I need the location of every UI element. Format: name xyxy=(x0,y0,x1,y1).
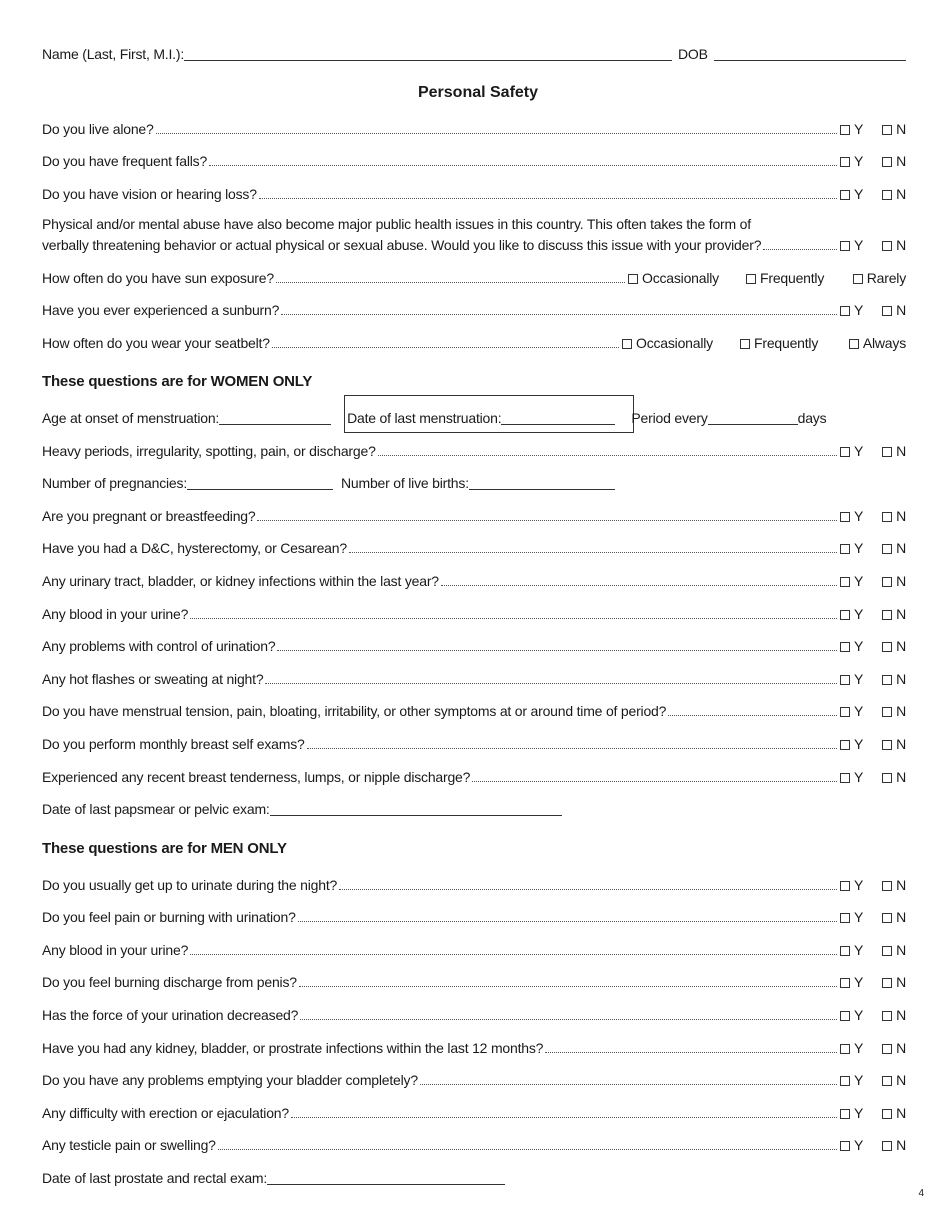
last-menstruation-field[interactable] xyxy=(501,410,615,425)
question-abuse: verbally threatening behavior or actual physical or sexual abuse. Would you like to discuss this issue with your provider? Y N xyxy=(42,237,906,253)
no-checkbox[interactable] xyxy=(882,881,892,891)
no-checkbox[interactable] xyxy=(882,190,892,200)
yes-checkbox[interactable] xyxy=(840,773,850,783)
yes-checkbox[interactable] xyxy=(840,577,850,587)
yes-checkbox[interactable] xyxy=(840,306,850,316)
question-falls: Do you have frequent falls? Y N xyxy=(42,153,906,169)
yes-checkbox[interactable] xyxy=(840,881,850,891)
no-checkbox[interactable] xyxy=(882,1109,892,1119)
no-checkbox[interactable] xyxy=(882,675,892,685)
name-label: Name (Last, First, M.I.): xyxy=(42,46,185,62)
no-checkbox[interactable] xyxy=(882,978,892,988)
question-erection: Any difficulty with erection or ejaculation? Y N xyxy=(42,1105,906,1121)
pregnancies-field[interactable] xyxy=(187,475,333,490)
question-live-alone: Do you live alone? Y N xyxy=(42,121,906,137)
question-seatbelt: How often do you wear your seatbelt? Occasionally Frequently Always xyxy=(42,335,906,351)
no-checkbox[interactable] xyxy=(882,946,892,956)
no-checkbox[interactable] xyxy=(882,447,892,457)
question-testicle: Any testicle pain or swelling? Y N xyxy=(42,1137,906,1153)
yes-checkbox[interactable] xyxy=(840,544,850,554)
yes-checkbox[interactable] xyxy=(840,241,850,251)
yes-checkbox[interactable] xyxy=(840,610,850,620)
question-sun-exposure: How often do you have sun exposure? Occasionally Frequently Rarely xyxy=(42,270,906,286)
dob-label: DOB xyxy=(678,46,708,62)
yes-checkbox[interactable] xyxy=(840,1011,850,1021)
menstruation-age-field[interactable] xyxy=(219,410,331,425)
page-title: Personal Safety xyxy=(417,84,539,101)
question-burning: Do you feel pain or burning with urination? Y N xyxy=(42,909,906,925)
question-emptying: Do you have any problems emptying your bladder completely? Y N xyxy=(42,1072,906,1088)
question-discharge: Do you feel burning discharge from penis? Y N xyxy=(42,974,906,990)
question-men-blood: Any blood in your urine? Y N xyxy=(42,942,906,958)
no-checkbox[interactable] xyxy=(882,1141,892,1151)
occasionally-checkbox[interactable] xyxy=(628,274,638,284)
yes-checkbox[interactable] xyxy=(840,1109,850,1119)
yes-checkbox[interactable] xyxy=(840,978,850,988)
frequently-checkbox[interactable] xyxy=(746,274,756,284)
yes-checkbox[interactable] xyxy=(840,1141,850,1151)
yes-checkbox[interactable] xyxy=(840,913,850,923)
yes-checkbox[interactable] xyxy=(840,190,850,200)
papsmear-row: Date of last papsmear or pelvic exam: xyxy=(42,795,906,817)
question-hot-flashes: Any hot flashes or sweating at night? Y N xyxy=(42,671,906,687)
no-checkbox[interactable] xyxy=(882,306,892,316)
question-uti: Any urinary tract, bladder, or kidney infections within the last year? Y N xyxy=(42,573,906,589)
question-heavy-periods: Heavy periods, irregularity, spotting, pain, or discharge? Y N xyxy=(42,443,906,459)
name-dob-row xyxy=(42,40,906,62)
yes-checkbox[interactable] xyxy=(840,1076,850,1086)
question-pregnant: Are you pregnant or breastfeeding? Y N xyxy=(42,508,906,524)
question-sunburn: Have you ever experienced a sunburn? Y N xyxy=(42,302,906,318)
pregnancies-row: Number of pregnancies: Number of live births: xyxy=(42,469,906,491)
no-checkbox[interactable] xyxy=(882,1044,892,1054)
yes-checkbox[interactable] xyxy=(840,157,850,167)
rarely-checkbox[interactable] xyxy=(853,274,863,284)
question-vision: Do you have vision or hearing loss? Y N xyxy=(42,186,906,202)
question-dc: Have you had a D&C, hysterectomy, or Cesarean? Y N xyxy=(42,540,906,556)
prostate-exam-field[interactable] xyxy=(267,1170,505,1185)
no-checkbox[interactable] xyxy=(882,773,892,783)
yes-checkbox[interactable] xyxy=(840,512,850,522)
yes-checkbox[interactable] xyxy=(840,125,850,135)
no-checkbox[interactable] xyxy=(882,642,892,652)
name-field[interactable] xyxy=(184,46,672,61)
question-breast-exam: Do you perform monthly breast self exams? Y N xyxy=(42,736,906,752)
no-checkbox[interactable] xyxy=(882,241,892,251)
dob-field[interactable] xyxy=(714,46,906,61)
question-women-blood: Any blood in your urine? Y N xyxy=(42,606,906,622)
men-section-heading: These questions are for MEN ONLY xyxy=(42,840,287,857)
occasionally-checkbox[interactable] xyxy=(622,339,632,349)
papsmear-field[interactable] xyxy=(270,801,562,816)
no-checkbox[interactable] xyxy=(882,1011,892,1021)
question-infections: Have you had any kidney, bladder, or prostrate infections within the last 12 months? Y N xyxy=(42,1040,906,1056)
question-force: Has the force of your urination decreased? Y N xyxy=(42,1007,906,1023)
no-checkbox[interactable] xyxy=(882,512,892,522)
menstruation-row: Age at onset of menstruation: Date of last menstruation: Period every days xyxy=(42,410,827,426)
question-tenderness: Experienced any recent breast tenderness, lumps, or nipple discharge? Y N xyxy=(42,769,906,785)
no-checkbox[interactable] xyxy=(882,1076,892,1086)
yes-checkbox[interactable] xyxy=(840,707,850,717)
no-checkbox[interactable] xyxy=(882,157,892,167)
no-checkbox[interactable] xyxy=(882,707,892,717)
yes-checkbox[interactable] xyxy=(840,946,850,956)
question-night: Do you usually get up to urinate during the night? Y N xyxy=(42,877,906,893)
yes-checkbox[interactable] xyxy=(840,1044,850,1054)
yes-checkbox[interactable] xyxy=(840,642,850,652)
no-checkbox[interactable] xyxy=(882,610,892,620)
live-births-field[interactable] xyxy=(469,475,615,490)
no-checkbox[interactable] xyxy=(882,125,892,135)
yes-checkbox[interactable] xyxy=(840,447,850,457)
frequently-checkbox[interactable] xyxy=(740,339,750,349)
question-tension: Do you have menstrual tension, pain, bloating, irritability, or other symptoms at or around time of period? Y N xyxy=(42,703,906,719)
no-checkbox[interactable] xyxy=(882,577,892,587)
abuse-text-line1: Physical and/or mental abuse have also become major public health issues in this country. This often takes the form of xyxy=(42,216,751,232)
yes-checkbox[interactable] xyxy=(840,675,850,685)
page-number: 4 xyxy=(918,1188,924,1199)
period-every-field[interactable] xyxy=(708,410,798,425)
women-section-heading: These questions are for WOMEN ONLY xyxy=(42,373,313,390)
no-checkbox[interactable] xyxy=(882,913,892,923)
question-control: Any problems with control of urination? Y N xyxy=(42,638,906,654)
no-checkbox[interactable] xyxy=(882,544,892,554)
prostate-exam-row: Date of last prostate and rectal exam: xyxy=(42,1164,906,1186)
yes-checkbox[interactable] xyxy=(840,740,850,750)
no-checkbox[interactable] xyxy=(882,740,892,750)
always-checkbox[interactable] xyxy=(849,339,859,349)
